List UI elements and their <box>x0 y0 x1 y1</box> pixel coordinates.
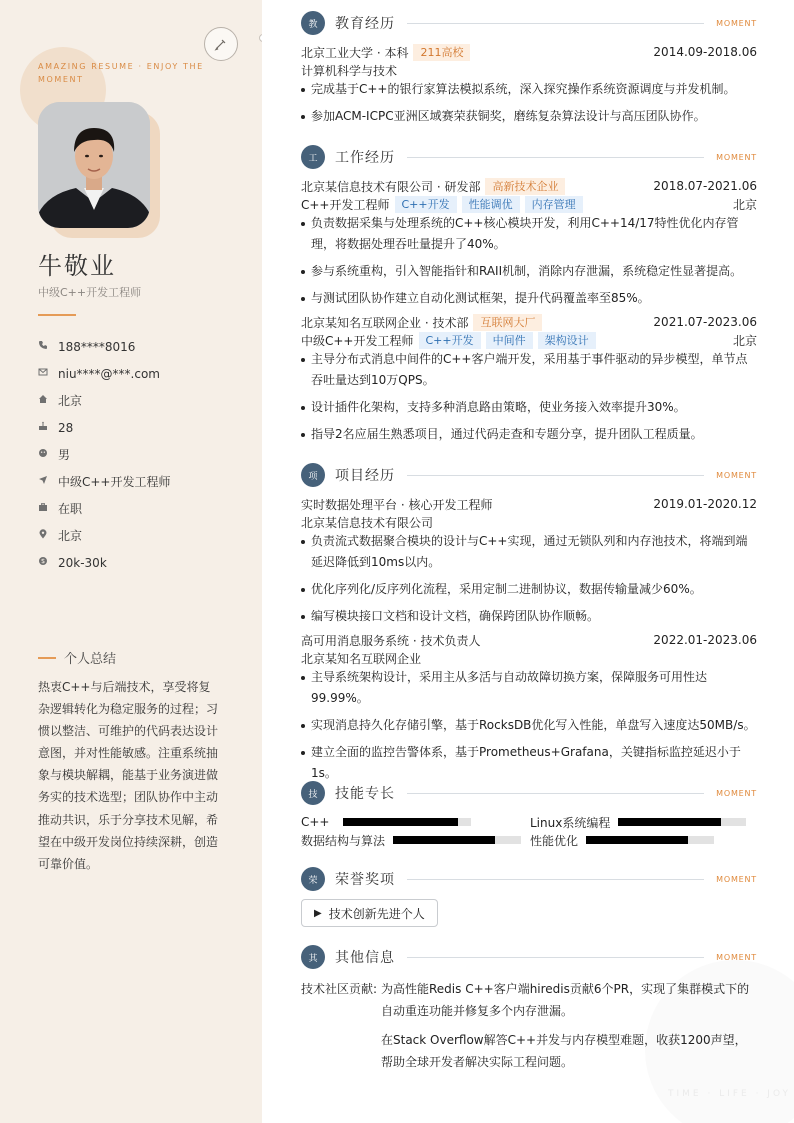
section-divider <box>407 475 704 476</box>
skill-item <box>530 832 714 848</box>
section-tag: MOMENT <box>716 952 757 962</box>
summary-title: 个人总结 <box>64 652 117 667</box>
contact-item <box>38 495 248 522</box>
section-divider <box>407 23 704 24</box>
section-title: 项目经历 <box>335 468 395 484</box>
list-item: 参与系统重构，引入智能指针和RAII机制，消除内存泄漏，系统稳定性显著提高。 <box>301 261 757 282</box>
candidate-title: 中级C++开发工程师 <box>38 286 142 299</box>
mail-icon <box>38 367 58 380</box>
school-tag: 211高校 <box>413 44 470 61</box>
contact-value: 男 <box>58 448 71 462</box>
contact-list <box>38 333 248 576</box>
job-row <box>301 313 757 331</box>
skill-name: C++ <box>301 815 330 829</box>
list-item: 设计插件化架构，支持多种消息路由策略，使业务接入效率提升30%。 <box>301 397 757 418</box>
skill-tag: 架构设计 <box>538 332 596 349</box>
section-title: 其他信息 <box>335 950 395 966</box>
major: 计算机科学与技术 <box>301 63 398 78</box>
contact-item <box>38 441 248 468</box>
section-work-header <box>301 145 757 169</box>
section-title: 技能专长 <box>335 786 395 802</box>
section-title: 教育经历 <box>335 16 395 32</box>
contact-value: niu****@***.com <box>58 366 160 381</box>
skill-tag: 中间件 <box>486 332 533 349</box>
watermark-text: TIME · LIFE · JOY <box>668 1089 792 1099</box>
gender-icon <box>38 448 58 461</box>
contact-item <box>38 522 248 549</box>
section-tag: MOMENT <box>716 874 757 884</box>
contact-item <box>38 468 248 495</box>
job-bullets <box>301 213 757 315</box>
education-bullets <box>301 79 757 133</box>
accent-divider <box>38 314 76 316</box>
section-badge: 项 <box>301 463 325 487</box>
skill-name: Linux系统编程 <box>530 815 611 830</box>
skill-fill <box>586 836 688 844</box>
major-row <box>301 61 757 79</box>
section-awards-header <box>301 867 757 891</box>
company-tag: 互联网大厂 <box>473 314 542 331</box>
project-period: 2022.01-2023.06 <box>653 633 757 647</box>
project-row <box>301 631 757 649</box>
section-title: 荣誉奖项 <box>335 872 395 888</box>
list-item: 优化序列化/反序列化流程，采用定制二进制协议，数据传输量减少60%。 <box>301 579 757 600</box>
skill-bar <box>586 836 714 844</box>
list-item: 参加ACM-ICPC亚洲区域赛荣获铜奖，磨练复杂算法设计与高压团队协作。 <box>301 106 757 127</box>
skill-item <box>301 832 521 848</box>
section-divider <box>407 793 704 794</box>
skill-tag: C++开发 <box>395 196 457 213</box>
section-other-header <box>301 945 757 969</box>
section-divider <box>407 957 704 958</box>
skill-name: 数据结构与算法 <box>301 833 386 848</box>
list-item: 指导2名应届生熟悉项目，通过代码走查和专题分享，提升团队工程质量。 <box>301 424 757 445</box>
location-pin-icon <box>38 529 58 542</box>
skill-tag: C++开发 <box>419 332 481 349</box>
phone-icon <box>38 340 58 353</box>
job-period: 2018.07-2021.06 <box>653 179 757 193</box>
list-item: 编写模块接口文档和设计文档，确保跨团队协作顺畅。 <box>301 606 757 627</box>
company-tag: 高新技术企业 <box>485 178 565 195</box>
section-badge: 技 <box>301 781 325 805</box>
pen-nib-icon <box>204 27 238 61</box>
tagline: AMAZING RESUME · ENJOY THE MOMENT <box>38 62 204 84</box>
play-triangle-icon: ▶ <box>314 907 322 919</box>
project-org: 北京某信息技术有限公司 <box>301 515 434 530</box>
contact-value: 北京 <box>58 394 83 408</box>
contact-value: 北京 <box>58 529 83 543</box>
project-row <box>301 495 757 513</box>
skill-fill <box>393 836 495 844</box>
list-item: 负责数据采集与处理系统的C++核心模块开发，利用C++14/17特性优化内存管理，将数据处理吞吐量提升了40%。 <box>301 213 757 255</box>
project-org-row <box>301 513 757 531</box>
list-item: 主导分布式消息中间件的C++客户端开发，采用基于事件驱动的异步模型，单节点吞吐量达到10万QPS。 <box>301 349 757 391</box>
section-education-header <box>301 11 757 35</box>
briefcase-icon <box>38 502 58 515</box>
contact-value: 在职 <box>58 502 83 516</box>
accent-bar <box>38 657 56 659</box>
section-divider <box>407 879 704 880</box>
job-role: 中级C++开发工程师 <box>301 333 414 348</box>
cake-icon <box>38 421 58 434</box>
list-item: 负责流式数据聚合模块的设计与C++实现，通过无锁队列和内存池技术，将端到端延迟降低到10ms以内。 <box>301 531 757 573</box>
skill-fill <box>343 818 458 826</box>
section-tag: MOMENT <box>716 470 757 480</box>
section-divider <box>407 157 704 158</box>
company-name: 北京某知名互联网企业 · 技术部 <box>301 315 469 330</box>
project-bullets <box>301 667 757 790</box>
contact-item <box>38 414 248 441</box>
other-paragraph: 为高性能Redis C++客户端hiredis贡献6个PR，实现了集群模式下的自动重连功能并修复多个内存泄漏。 <box>381 982 750 1018</box>
section-badge: 其 <box>301 945 325 969</box>
job-bullets <box>301 349 757 451</box>
section-title: 工作经历 <box>335 150 395 166</box>
home-icon <box>38 394 58 407</box>
section-tag: MOMENT <box>716 788 757 798</box>
skill-fill <box>618 818 720 826</box>
skill-item <box>530 814 746 830</box>
section-skills-header <box>301 781 757 805</box>
list-item: 完成基于C++的银行家算法模拟系统，深入探究操作系统资源调度与并发机制。 <box>301 79 757 100</box>
section-tag: MOMENT <box>716 18 757 28</box>
contact-item <box>38 549 248 576</box>
skill-bar <box>618 818 746 826</box>
contact-value: 20k-30k <box>58 555 107 570</box>
section-badge: 工 <box>301 145 325 169</box>
list-item: 建立全面的监控告警体系，基于Prometheus+Grafana，关键指标监控延迟小于1s。 <box>301 742 757 784</box>
project-org: 北京某知名互联网企业 <box>301 651 422 666</box>
job-city: 北京 <box>732 333 757 348</box>
list-item: 实现消息持久化存储引擎，基于RocksDB优化写入性能，单盘写入速度达50MB/s。 <box>301 715 757 736</box>
role-row <box>301 195 757 213</box>
summary-text: 热衷C++与后端技术，享受将复杂逻辑转化为稳定服务的过程；习惯以整洁、可维护的代码表达设计意图，并对性能敏感。注重系统抽象与模块解耦，能基于业务演进做务实的技术选型；团队协作中主动推动共识，乐于分享技术见解，希望在中级开发岗位持续深耕，创造可靠价值。 <box>38 680 219 871</box>
salary-icon <box>38 556 58 569</box>
role-row <box>301 331 757 349</box>
award-label: 技术创新先进个人 <box>328 906 425 921</box>
contact-value: 28 <box>58 420 74 435</box>
job-role: C++开发工程师 <box>301 197 390 212</box>
job-row <box>301 177 757 195</box>
skill-bar <box>343 818 471 826</box>
school-name: 北京工业大学 · 本科 <box>301 45 409 60</box>
education-period: 2014.09-2018.06 <box>653 45 757 59</box>
decorative-dot <box>259 34 262 42</box>
sidebar <box>0 0 262 1123</box>
contact-item <box>38 360 248 387</box>
candidate-name: 牛敬业 <box>38 252 116 280</box>
award-item-button[interactable] <box>301 899 438 927</box>
education-row <box>301 43 757 61</box>
section-tag: MOMENT <box>716 152 757 162</box>
skill-tag: 内存管理 <box>525 196 583 213</box>
send-icon <box>38 475 58 488</box>
project-bullets <box>301 531 757 633</box>
contact-item <box>38 387 248 414</box>
job-period: 2021.07-2023.06 <box>653 315 757 329</box>
summary-heading <box>38 648 116 667</box>
project-name: 高可用消息服务系统 · 技术负责人 <box>301 633 481 648</box>
section-badge: 荣 <box>301 867 325 891</box>
other-label: 技术社区贡献: <box>301 982 378 996</box>
skill-bar <box>393 836 521 844</box>
list-item: 与测试团队协作建立自动化测试框架，提升代码覆盖率至85%。 <box>301 288 757 309</box>
project-period: 2019.01-2020.12 <box>653 497 757 511</box>
contact-value: 188****8016 <box>58 339 136 354</box>
company-name: 北京某信息技术有限公司 · 研发部 <box>301 179 481 194</box>
section-projects-header <box>301 463 757 487</box>
job-city: 北京 <box>732 197 757 212</box>
avatar <box>38 102 150 228</box>
section-badge: 教 <box>301 11 325 35</box>
list-item: 主导系统架构设计，采用主从多活与自动故障切换方案，保障服务可用性达99.99%。 <box>301 667 757 709</box>
skill-item <box>301 814 471 830</box>
contact-item <box>38 333 248 360</box>
project-org-row <box>301 649 757 667</box>
project-name: 实时数据处理平台 · 核心开发工程师 <box>301 497 493 512</box>
other-paragraph: 在Stack Overflow解答C++并发与内存模型难题，收获1200声望，帮助全球开发者解决实际工程问题。 <box>381 1033 747 1069</box>
skill-name: 性能优化 <box>530 833 579 848</box>
contact-value: 中级C++开发工程师 <box>58 475 171 489</box>
skill-tag: 性能调优 <box>462 196 520 213</box>
